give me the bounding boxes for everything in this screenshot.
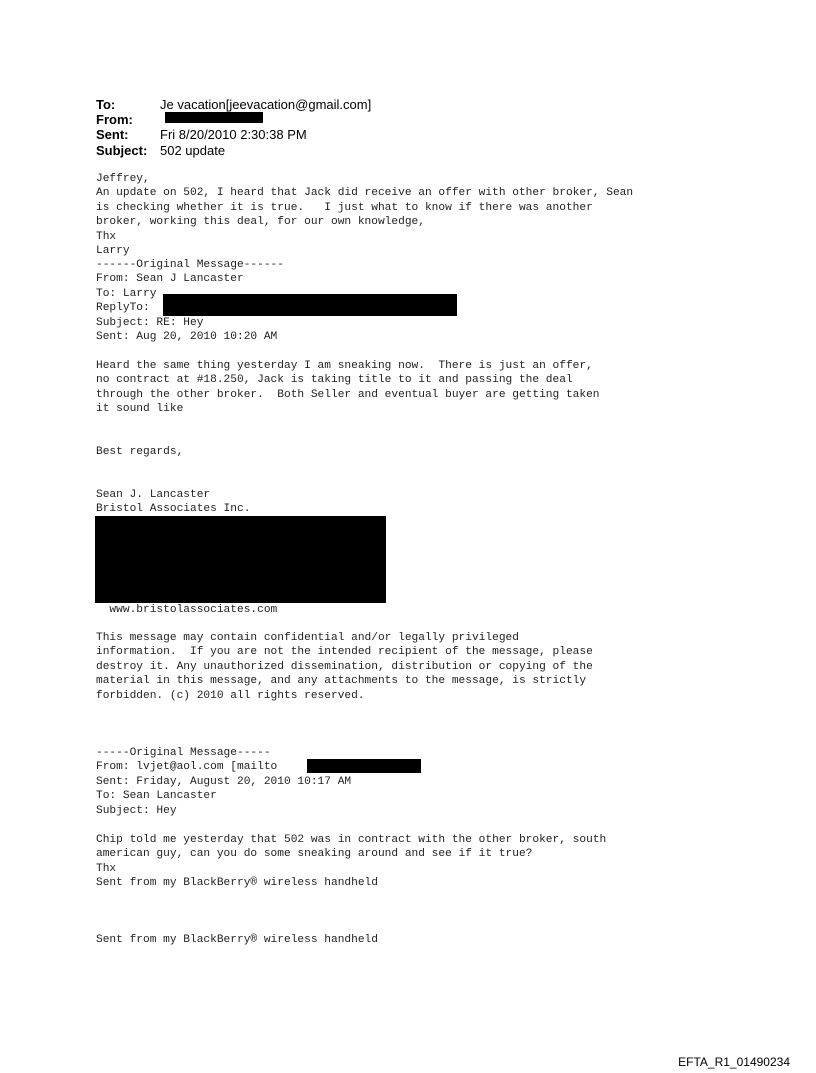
to-value: Je vacation[jeevacation@gmail.com] (160, 97, 372, 112)
signature: Sean J. Lancaster Bristol Associates Inc. (96, 489, 251, 516)
original-message-1-body: Heard the same thing yesterday I am sneaking now. There is just an offer, no contract at #18.250, Jack is taking title to it and passing the deal through the other broker. Both Seller and eventual buyer are getting taken it sound like (96, 360, 600, 416)
redaction-mailto (307, 759, 421, 773)
redaction-from (165, 112, 263, 123)
best-regards: Best regards, (96, 446, 184, 458)
subject-label: Subject: (96, 143, 148, 158)
final-signature: Sent from my BlackBerry® wireless handheld (96, 934, 378, 946)
original-message-2-header: -----Original Message----- From: lvjet@aol.com [mailto Sent: Friday, August 20, 2010 10:17 AM To: Sean Lancaster Subject: Hey (96, 747, 352, 817)
subject-value: 502 update (160, 143, 226, 158)
disclaimer: This message may contain confidential and/or legally privileged information. If you are not the intended recipient of the message, please destroy it. Any unauthorized dissemination, distribution or copying of the material in this message, and any attachments to the message, is strictly forbidden. (c) 2010 all rights reserved. (96, 632, 593, 702)
message-intro: Jeffrey, An update on 502, I heard that Jack did receive an offer with other broker, Sean is checking whether it is true. I just what to know if there was another broker, working this deal, for our own knowledge, Thx Larry (96, 173, 634, 258)
redaction-to-replyto (163, 294, 457, 316)
from-label: From: (96, 112, 133, 127)
to-label: To: (96, 97, 116, 112)
original-message-1-header: ------Original Message------ From: Sean J Lancaster To: Larry ReplyTo: Subject: RE: Hey Sent: Aug 20, 2010 10:20 AM (96, 259, 284, 344)
website: www.bristolassociates.com (96, 604, 278, 616)
document-id: EFTA_R1_01490234 (678, 1055, 790, 1069)
sent-label: Sent: (96, 127, 129, 142)
redaction-signature-block (95, 516, 386, 603)
sent-value: Fri 8/20/2010 2:30:38 PM (160, 127, 307, 142)
original-message-2-body: Chip told me yesterday that 502 was in contract with the other broker, south american guy, can you do some sneaking around and see if it true? Thx Sent from my BlackBerry® wireless handheld (96, 834, 607, 890)
